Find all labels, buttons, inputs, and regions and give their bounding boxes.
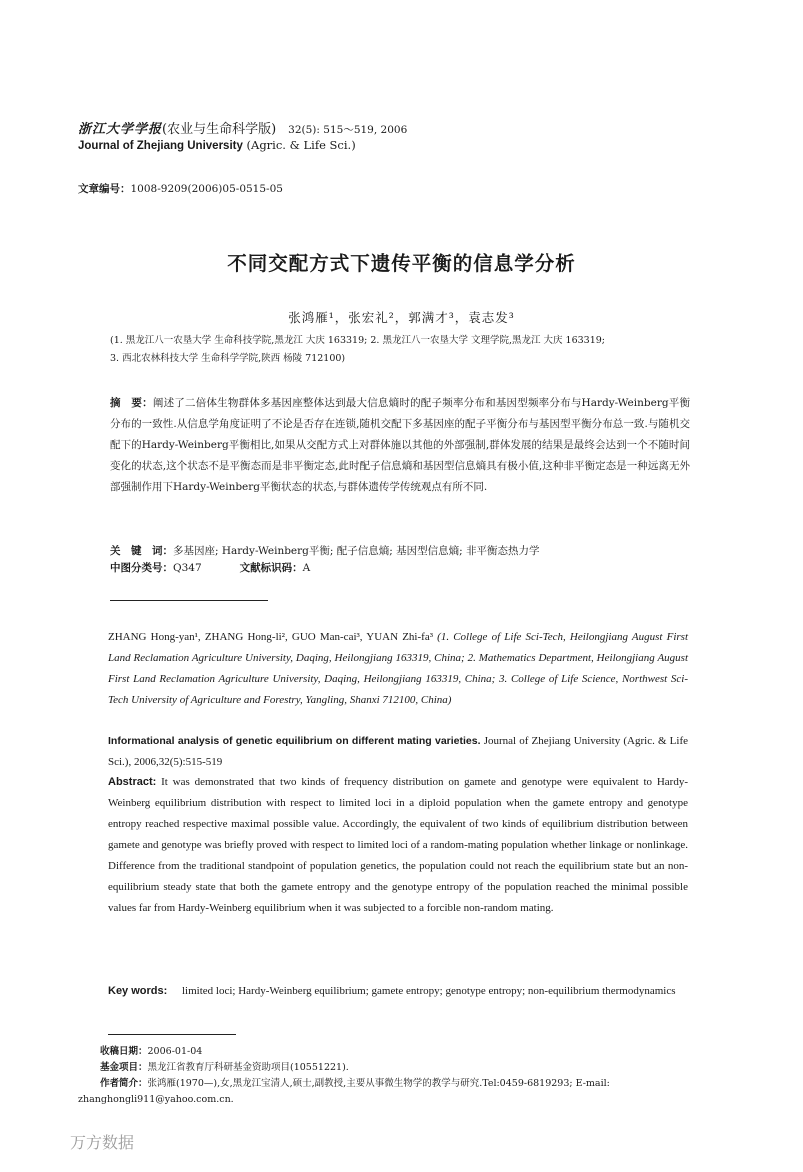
- received-label: 收稿日期：: [100, 1046, 148, 1057]
- abstract-en-label: Abstract:: [108, 776, 157, 788]
- bio-value: 张鸿雁(1970—),女,黑龙江宝清人,硕士,副教授,主要从事微生物学的教学与研究.Tel:0459-6819293; E-mail:: [147, 1078, 610, 1089]
- abstract-cn: [110, 393, 690, 498]
- article-number-value: 1008-9209(2006)05-0515-05: [130, 183, 283, 195]
- affiliation-line: (1. 黑龙江八一农垦大学 生命科技学院,黑龙江 大庆 163319; 2. 黑龙江八一农垦大学 文理学院,黑龙江 大庆 163319;: [110, 335, 605, 346]
- keywords-en-label: Key words:: [108, 985, 168, 997]
- journal-header-en: [78, 138, 356, 152]
- footnotes: [78, 1044, 718, 1108]
- title-en: Informational analysis of genetic equilibrium on different mating varieties.: [108, 735, 481, 747]
- journal-name-cn: 浙江大学学报: [78, 122, 163, 137]
- journal-subtitle-en: (Agric. & Life Sci.): [246, 138, 356, 152]
- title-en-block: [108, 731, 688, 773]
- classification-line: [110, 560, 310, 575]
- received-value: 2006-01-04: [147, 1046, 203, 1057]
- doc-id-label: 文献标识码：: [239, 562, 303, 574]
- fund-value: 黑龙江省教育厅科研基金资助项目(10551221).: [147, 1062, 349, 1073]
- citation-en: Journal of Zhejiang University (Agric. & Life Sci.), 2006,32(5):515-519: [108, 735, 689, 768]
- clc-value: Q347: [173, 562, 202, 574]
- journal-header-cn: [78, 118, 407, 137]
- keywords-cn-text: 多基因座; Hardy-Weinberg平衡; 配子信息熵; 基因型信息熵; 非平衡态热力学: [173, 545, 540, 557]
- abstract-cn-label: 摘 要：: [110, 397, 153, 409]
- article-number-label: 文章编号：: [78, 183, 131, 195]
- abstract-cn-text: 阐述了二倍体生物群体多基因座整体达到最大信息熵时的配子频率分布和基因型频率分布与Hardy-Weinberg平衡分布的一致性.从信息学角度证明了不论是否存在连锁,随机交配下多基因座的配子平衡分布与基因型平衡分布总一致.与随机交配下的Hardy-Weinberg平衡相比,如果从交配方式上对群体施以其他的外部强制,群体发展的结果是最终会达到一个不随时间变化的状态,这个状态不是平衡态而是非平衡定态,此时配子信息熵和基因型信息熵具有极小值,这种非平衡定态是一种远离无外部强制作用下Hardy-Weinberg平衡状态的状态,与群体遗传学传统观点有所不同.: [110, 397, 690, 493]
- footnote-bio: [78, 1076, 718, 1092]
- journal-subtitle-cn: (农业与生命科学版): [162, 122, 277, 137]
- bio-label: 作者简介：: [100, 1078, 148, 1089]
- clc-label: 中图分类号：: [110, 562, 173, 574]
- keywords-cn: [110, 541, 690, 561]
- journal-name-en: Journal of Zhejiang University: [78, 140, 243, 152]
- keywords-en: [108, 981, 688, 1002]
- footnote-fund: [78, 1060, 718, 1076]
- footnote-email: zhanghongli911@yahoo.com.cn.: [78, 1094, 234, 1105]
- fund-label: 基金项目：: [100, 1062, 148, 1073]
- watermark: 万方数据: [70, 1133, 135, 1152]
- authors-en-names: ZHANG Hong-yan¹, ZHANG Hong-li², GUO Man-cai³, YUAN Zhi-fa³: [108, 631, 433, 643]
- keywords-en-text: limited loci; Hardy-Weinberg equilibrium; gamete entropy; genotype entropy; non-equilibrium thermodynamics: [182, 985, 676, 997]
- authors-cn: 张鸿雁¹，张宏礼²，郭满才³，袁志发³: [288, 310, 515, 325]
- article-number: [78, 181, 283, 196]
- authors-en-affiliations: (1. College of Life Sci-Tech, Heilongjiang August First Land Reclamation Agriculture University, Daqing, Heilongjiang 163319, China; 2. Mathematics Department, Heilongjiang August First Land Reclamation Agriculture University, Daqing, Heilongjiang 163319, China; 3. College of Life Science, Northwest Sci-Tech University of Agriculture and Forestry, Yangling, Shanxi 712100, China): [108, 631, 689, 706]
- abstract-en-text: It was demonstrated that two kinds of frequency distribution on gamete and genotype were equivalent to Hardy-Weinberg equilibrium distribution with respect to limited loci in a diploid population when the gamete entropy and genotype entropy reached respective maximal possible value. Accordingly, the equivalent of two kinds of equilibrium distribution between gamete and genotype was briefly proved with respect to limited loci of a random-mating population whether linkage or nonlinkage. Difference from the traditional standpoint of population genetics, the population could not reach the equilibrium state but an non-equilibrium steady state that both the gamete entropy and the genotype entropy of the population reached the minimal possible values far from Hardy-Weinberg equilibrium when it was subjected to a forcible non-random mating.: [108, 776, 688, 914]
- affiliations-cn: [110, 332, 710, 368]
- section-divider: [110, 600, 268, 601]
- abstract-en: [108, 772, 688, 919]
- affiliation-line: 3. 西北农林科技大学 生命科学学院,陕西 杨陵 712100): [110, 353, 346, 364]
- authors-en: [108, 627, 688, 711]
- page-title: 不同交配方式下遗传平衡的信息学分析: [227, 252, 576, 275]
- keywords-cn-label: 关 键 词：: [110, 545, 173, 557]
- footnote-divider: [108, 1034, 236, 1035]
- volume-info: 32(5): 515～519, 2006: [288, 124, 408, 136]
- doc-id-value: A: [302, 562, 311, 574]
- footnote-received: [78, 1044, 718, 1060]
